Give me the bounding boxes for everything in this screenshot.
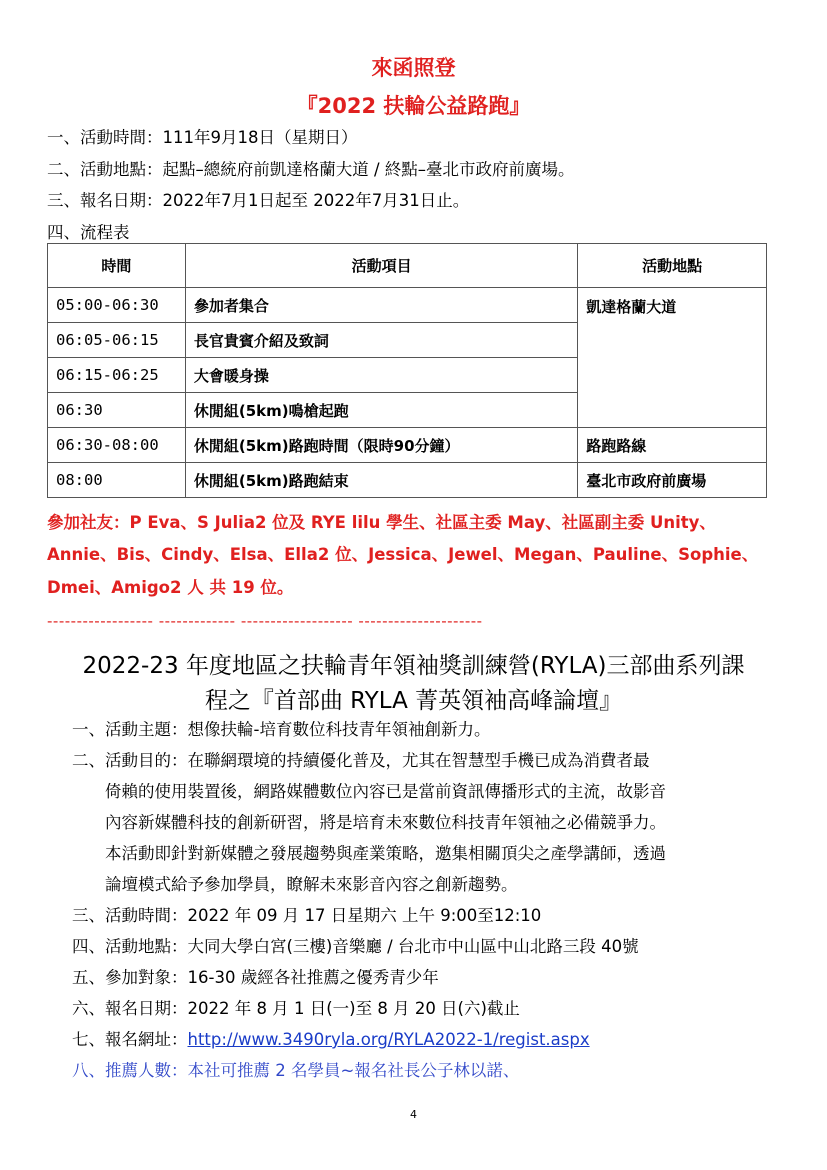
members-line-3: Dmei、Amigo2 人 共 19 位。 [47, 578, 294, 597]
ryla-recommend: 八、推薦人數：本社可推薦 2 名學員~報名社長公子林以諾、 [72, 1061, 520, 1080]
row-item: 休閒組(5km)路跑結束 [185, 463, 577, 498]
row-time: 06:05-06:15 [48, 323, 186, 358]
header-time: 時間 [48, 244, 186, 288]
ryla-purpose-cont: 本活動即針對新媒體之發展趨勢與產業策略，邀集相關頂尖之產學講師，透過 [105, 844, 666, 863]
row-time: 06:30 [48, 393, 186, 428]
table-header-row [48, 244, 767, 288]
ryla-time: 三、活動時間：2022 年 09 月 17 日星期六 上午 9:00至12:10 [72, 906, 542, 925]
row-place: 路跑路線 [578, 428, 767, 463]
row-time: 06:15-06:25 [48, 358, 186, 393]
row-place: 臺北市政府前廣場 [578, 463, 767, 498]
ryla-registration-date: 六、報名日期：2022 年 8 月 1 日(一)至 8 月 20 日(六)截止 [72, 999, 520, 1018]
row-time: 08:00 [48, 463, 186, 498]
row-item: 長官貴賓介紹及致詞 [185, 323, 577, 358]
section-divider: ------------------ ------------- ------------------- --------------------- [47, 612, 483, 630]
table-row [48, 428, 767, 463]
row-time: 06:30-08:00 [48, 428, 186, 463]
header-place: 活動地點 [578, 244, 767, 288]
ryla-purpose-cont: 倚賴的使用裝置後，網路媒體數位內容已是當前資訊傳播形式的主流，故影音 [105, 782, 666, 801]
ryla-purpose: 二、活動目的：在聯網環境的持續優化普及，尤其在智慧型手機已成為消費者最 [72, 751, 650, 770]
ryla-theme: 一、活動主題：想像扶輪-培育數位科技青年領袖創新力。 [72, 720, 491, 739]
table-row [48, 288, 767, 323]
row-time: 05:00-06:30 [48, 288, 186, 323]
row-item: 休閒組(5km)路跑時間（限時90分鐘） [185, 428, 577, 463]
table-row [48, 463, 767, 498]
ryla-url-label: 七、報名網址： [72, 1030, 188, 1049]
event-location: 二、活動地點：起點–總統府前凱達格蘭大道 / 終點–臺北市政府前廣場。 [47, 160, 575, 179]
row-item: 休閒組(5km)鳴槍起跑 [185, 393, 577, 428]
event-title: 『2022 扶輪公益路跑』 [296, 94, 531, 118]
ryla-purpose-cont: 內容新媒體科技的創新研習，將是培育未來數位科技青年領袖之必備競爭力。 [105, 813, 666, 832]
schedule-table [47, 243, 767, 498]
ryla-title-line-2: 程之『首部曲 RYLA 菁英領袖高峰論壇』 [204, 688, 623, 714]
ryla-url-row [72, 1024, 590, 1055]
row-item: 參加者集合 [185, 288, 577, 323]
members-line-2: Annie、Bis、Cindy、Elsa、Ella2 位、Jessica、Jewel、Megan、Pauline、Sophie、 [47, 545, 759, 564]
registration-date: 三、報名日期：2022年7月1日起至 2022年7月31日止。 [47, 191, 470, 210]
ryla-purpose-cont: 論壇模式給予參加學員，瞭解未來影音內容之創新趨勢。 [105, 875, 518, 894]
header-item: 活動項目 [185, 244, 577, 288]
event-time: 一、活動時間：111年9月18日（星期日） [47, 128, 358, 147]
ryla-title-line-1: 2022-23 年度地區之扶輪青年領袖獎訓練營(RYLA)三部曲系列課 [82, 653, 745, 679]
members-line-1: 參加社友：P Eva、S Julia2 位及 RYE lilu 學生、社區主委 May、社區副主委 Unity、 [47, 513, 716, 532]
ryla-location: 四、活動地點：大同大學白宮(三樓)音樂廳 / 台北市中山區中山北路三段 40號 [72, 937, 639, 956]
page-number: 4 [410, 1108, 417, 1121]
notice-title: 來函照登 [371, 56, 456, 80]
row-item: 大會暖身操 [185, 358, 577, 393]
row-place: 凱達格蘭大道 [578, 288, 767, 428]
registration-link[interactable]: http://www.3490ryla.org/RYLA2022-1/regist.aspx [187, 1030, 590, 1049]
schedule-heading: 四、流程表 [47, 223, 130, 242]
ryla-audience: 五、參加對象：16-30 歲經各社推薦之優秀青少年 [72, 968, 439, 987]
